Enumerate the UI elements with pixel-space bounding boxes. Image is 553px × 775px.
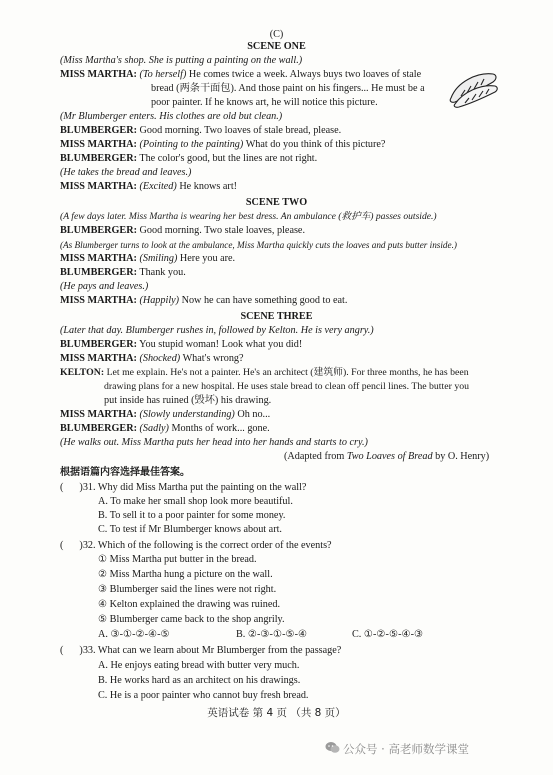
stage-direction: (He pays and leaves.) — [60, 281, 149, 292]
dialogue-line: BLUMBERGER: Good morning. Two loaves of stale bread, please. — [60, 125, 342, 136]
question-31: ( )31. Why did Miss Martha put the painting on the wall? — [60, 482, 307, 493]
stage-direction: (He walks out. Miss Martha puts her head into her hands and starts to cry.) — [60, 437, 368, 448]
event-item: ② Miss Martha hung a picture on the wall. — [98, 569, 273, 580]
stage-direction: (Miss Martha's shop. She is putting a painting on the wall.) — [60, 55, 303, 66]
dialogue-line: MISS MARTHA: (Shocked) What's wrong? — [60, 353, 244, 364]
dialogue-line: BLUMBERGER: (Sadly) Months of work... gone. — [60, 423, 270, 434]
option-33-b: B. He works hard as an architect on his drawings. — [98, 675, 301, 686]
dialogue-line: BLUMBERGER: Thank you. — [60, 267, 186, 278]
option-31-c: C. To test if Mr Blumberger knows about art. — [98, 524, 282, 535]
section-label: (C) — [269, 29, 284, 40]
source-citation: (Adapted from Two Loaves of Bread by O. Henry) — [284, 451, 490, 462]
dialogue-continuation: drawing plans for a new hospital. He uses stale bread to clean off pencil lines. The butter you — [104, 381, 470, 392]
dialogue-line: MISS MARTHA: (Smiling) Here you are. — [60, 253, 236, 264]
stage-direction: (Mr Blumberger enters. His clothes are old but clean.) — [60, 111, 283, 122]
stage-direction: (He takes the bread and leaves.) — [60, 167, 192, 178]
question-33: ( )33. What can we learn about Mr Blumberger from the passage? — [60, 645, 342, 656]
bread-loaves-icon — [447, 68, 499, 108]
watermark-text: 公众号 · 高老师数学课堂 — [343, 742, 469, 756]
dialogue-line: MISS MARTHA: (Slowly understanding) Oh no... — [60, 409, 271, 420]
question-32: ( )32. Which of the following is the correct order of the events? — [60, 540, 332, 551]
scene-three-title: SCENE THREE — [240, 311, 313, 322]
instruction-text: 根据语篇内容选择最佳答案。 — [60, 467, 190, 478]
dialogue-continuation: bread (两条干面包). And those paint on his fingers... He must be a — [151, 83, 425, 94]
dialogue-line: BLUMBERGER: The color's good, but the lines are not right. — [60, 153, 318, 164]
dialogue-line: MISS MARTHA: (Excited) He knows art! — [60, 181, 238, 192]
event-item: ⑤ Blumberger came back to the shop angrily. — [98, 614, 285, 625]
option-32-c: C. ①-②-⑤-④-③ — [352, 629, 424, 640]
option-32-b: B. ②-③-①-⑤-④ — [236, 629, 308, 640]
dialogue-line: BLUMBERGER: Good morning. Two stale loaves, please. — [60, 225, 305, 236]
dialogue-continuation: put inside has ruined (毁坏) his drawing. — [104, 395, 272, 406]
dialogue-line: MISS MARTHA: (Pointing to the painting) What do you think of this picture? — [60, 139, 386, 150]
option-31-b: B. To sell it to a poor painter for some money. — [98, 510, 286, 521]
stage-direction: (As Blumberger turns to look at the ambulance, Miss Martha quickly cuts the loaves and puts butter inside.) — [60, 240, 457, 250]
dialogue-line: MISS MARTHA: (To herself) He comes twice a week. Always buys two loaves of stale — [60, 69, 422, 80]
wechat-icon — [325, 741, 340, 754]
option-32-a: A. ③-①-②-④-⑤ — [98, 629, 170, 640]
option-33-c: C. He is a poor painter who cannot buy fresh bread. — [98, 690, 309, 701]
dialogue-line: KELTON: Let me explain. He's not a painter. He's an architect (建筑师). For three months, he has been — [60, 367, 469, 378]
dialogue-continuation: poor painter. If he knows art, he will notice this picture. — [151, 97, 378, 108]
dialogue-line: BLUMBERGER: You stupid woman! Look what you did! — [60, 339, 303, 350]
stage-direction: (A few days later. Miss Martha is wearing her best dress. An ambulance (救护车) passes outside.) — [60, 211, 437, 222]
event-item: ③ Blumberger said the lines were not right. — [98, 584, 277, 595]
event-item: ④ Kelton explained the drawing was ruined. — [98, 599, 280, 610]
scene-one-title: SCENE ONE — [247, 41, 306, 52]
option-31-a: A. To make her small shop look more beautiful. — [98, 496, 293, 507]
page-footer: 英语试卷 第 4 页 （共 8 页） — [207, 707, 346, 719]
option-33-a: A. He enjoys eating bread with butter very much. — [98, 660, 300, 671]
scene-two-title: SCENE TWO — [245, 197, 308, 208]
dialogue-line: MISS MARTHA: (Happily) Now he can have something good to eat. — [60, 295, 348, 306]
event-item: ① Miss Martha put butter in the bread. — [98, 554, 257, 565]
stage-direction: (Later that day. Blumberger rushes in, followed by Kelton. He is very angry.) — [60, 325, 374, 336]
